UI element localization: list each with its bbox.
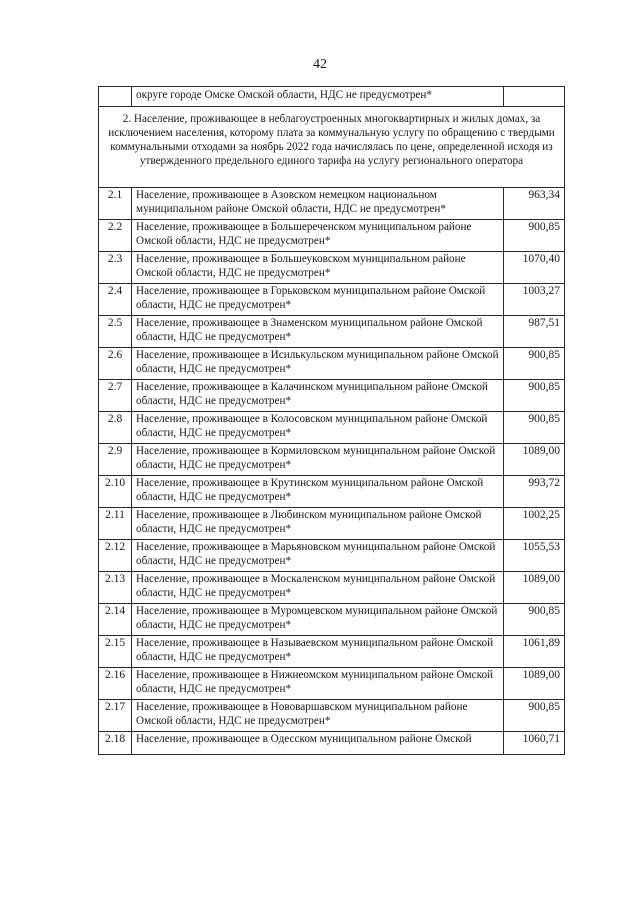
row-number: 2.5	[99, 316, 132, 348]
continuation-row	[99, 87, 565, 107]
row-value: 1060,71	[504, 732, 565, 755]
row-value: 1089,00	[504, 572, 565, 604]
tariff-table	[98, 86, 565, 755]
table-row	[99, 604, 565, 636]
table-row	[99, 540, 565, 572]
row-value: 1002,25	[504, 508, 565, 540]
row-description: Население, проживающее в Марьяновском муниципальном районе Омской области, НДС не предусмотрен*	[132, 540, 504, 572]
row-description: Население, проживающее в Любинском муниципальном районе Омской области, НДС не предусмотрен*	[132, 508, 504, 540]
row-value: 993,72	[504, 476, 565, 508]
row-value: 900,85	[504, 348, 565, 380]
row-number: 2.8	[99, 412, 132, 444]
row-description: Население, проживающее в Азовском немецком национальном муниципальном районе Омской области, НДС не предусмотрен*	[132, 188, 504, 220]
row-number: 2.11	[99, 508, 132, 540]
row-value: 963,34	[504, 188, 565, 220]
row-description: Население, проживающее в Колосовском муниципальном районе Омской области, НДС не предусмотрен*	[132, 412, 504, 444]
table-row	[99, 284, 565, 316]
table-row	[99, 252, 565, 284]
row-description: Население, проживающее в Муромцевском муниципальном районе Омской области, НДС не предусмотрен*	[132, 604, 504, 636]
row-number: 2.3	[99, 252, 132, 284]
table-row	[99, 668, 565, 700]
table-row	[99, 348, 565, 380]
row-description: Население, проживающее в Исилькульском муниципальном районе Омской области, НДС не предусмотрен*	[132, 348, 504, 380]
page-number: 42	[313, 57, 327, 72]
row-value: 900,85	[504, 604, 565, 636]
table-row	[99, 188, 565, 220]
row-number: 2.4	[99, 284, 132, 316]
table-row	[99, 572, 565, 604]
row-description: Население, проживающее в Кормиловском муниципальном районе Омской области, НДС не предусмотрен*	[132, 444, 504, 476]
row-description: Население, проживающее в Горьковском муниципальном районе Омской области, НДС не предусмотрен*	[132, 284, 504, 316]
row-number: 2.6	[99, 348, 132, 380]
row-number: 2.17	[99, 700, 132, 732]
table-row	[99, 700, 565, 732]
row-description: Население, проживающее в Называевском муниципальном районе Омской области, НДС не предусмотрен*	[132, 636, 504, 668]
row-value: 1089,00	[504, 444, 565, 476]
row-description: Население, проживающее в Знаменском муниципальном районе Омской области, НДС не предусмотрен*	[132, 316, 504, 348]
row-number: 2.9	[99, 444, 132, 476]
table-row	[99, 732, 565, 755]
row-number: 2.10	[99, 476, 132, 508]
table-row	[99, 316, 565, 348]
row-value: 1070,40	[504, 252, 565, 284]
table-row	[99, 220, 565, 252]
table-row	[99, 636, 565, 668]
table-row	[99, 508, 565, 540]
section-header-row	[99, 107, 565, 188]
row-value	[504, 87, 565, 107]
row-description: Население, проживающее в Калачинском муниципальном районе Омской области, НДС не предусмотрен*	[132, 380, 504, 412]
row-number: 2.1	[99, 188, 132, 220]
row-description: Население, проживающее в Москаленском муниципальном районе Омской области, НДС не предусмотрен*	[132, 572, 504, 604]
row-value: 900,85	[504, 220, 565, 252]
row-number: 2.7	[99, 380, 132, 412]
table-row	[99, 444, 565, 476]
row-value: 1089,00	[504, 668, 565, 700]
row-value: 900,85	[504, 380, 565, 412]
row-number: 2.14	[99, 604, 132, 636]
row-description: Население, проживающее в Большереченском муниципальном районе Омской области, НДС не предусмотрен*	[132, 220, 504, 252]
row-description: округе городе Омске Омской области, НДС не предусмотрен*	[132, 87, 504, 107]
row-description: Население, проживающее в Большеуковском муниципальном районе Омской области, НДС не предусмотрен*	[132, 252, 504, 284]
row-number: 2.18	[99, 732, 132, 755]
table-row	[99, 412, 565, 444]
table-row	[99, 380, 565, 412]
row-description: Население, проживающее в Нововаршавском муниципальном районе Омской области, НДС не предусмотрен*	[132, 700, 504, 732]
row-description: Население, проживающее в Крутинском муниципальном районе Омской области, НДС не предусмотрен*	[132, 476, 504, 508]
row-description: Население, проживающее в Одесском муниципальном районе Омской	[132, 732, 504, 755]
row-number: 2.15	[99, 636, 132, 668]
row-number: 2.13	[99, 572, 132, 604]
row-description: Население, проживающее в Нижнеомском муниципальном районе Омской области, НДС не предусмотрен*	[132, 668, 504, 700]
row-value: 987,51	[504, 316, 565, 348]
row-value: 1055,53	[504, 540, 565, 572]
row-number	[99, 87, 132, 107]
row-number: 2.2	[99, 220, 132, 252]
row-value: 1003,27	[504, 284, 565, 316]
row-number: 2.12	[99, 540, 132, 572]
row-number: 2.16	[99, 668, 132, 700]
row-value: 900,85	[504, 412, 565, 444]
table-row	[99, 476, 565, 508]
row-value: 900,85	[504, 700, 565, 732]
section-heading: 2. Население, проживающее в неблагоустроенных многоквартирных и жилых домах, за исключением населения, которому плата за коммунальную услугу по обращению с твердыми коммунальными отходами за ноябрь 2022 года начислялась по цене, определенной исходя из утвержденного предельного единого тарифа на услугу регионального оператора	[99, 107, 565, 188]
row-value: 1061,89	[504, 636, 565, 668]
